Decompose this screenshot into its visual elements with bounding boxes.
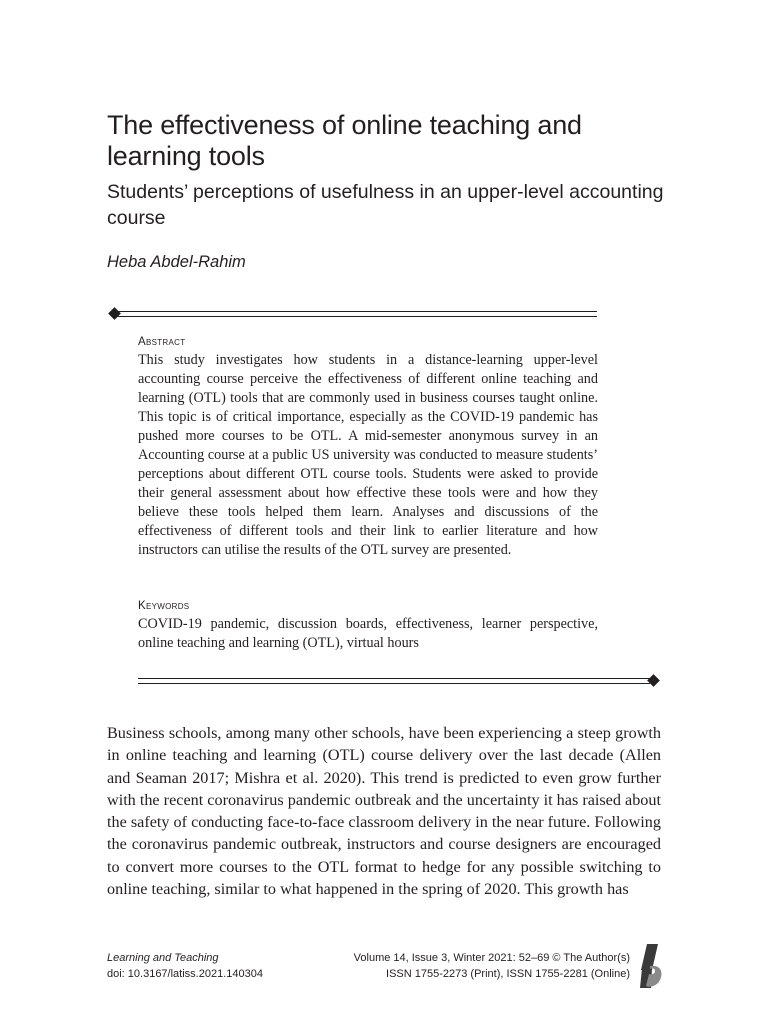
berghahn-b-logo-icon	[638, 944, 664, 988]
issn-line: ISSN 1755-2273 (Print), ISSN 1755-2281 (Online)	[386, 968, 630, 980]
abstract-label: Abstract	[138, 336, 186, 348]
keywords-label: Keywords	[138, 600, 190, 612]
body-paragraph: Business schools, among many other schools, have been experiencing a steep growth in online teaching and learning (OTL) course delivery over the last decade (Allen and Seaman 2017; Mishra et al. 2020). This trend is predicted to even grow further with the recent coronavirus pandemic outbreak and the uncertainty it has raised about the safety of conducting face-to-face classroom delivery in the near future. Following the coronavirus pandemic outbreak, instructors and course designers are encouraged to convert more courses to the OTL format to hedge for any possible switching to online teaching, similar to what happened in the spring of 2020. This growth has	[107, 724, 661, 899]
article-subtitle: Students’ perceptions of usefulness in an upper-level accounting course	[107, 181, 664, 229]
volume-line: Volume 14, Issue 3, Winter 2021: 52–69 © The Author(s)	[353, 952, 630, 964]
article-title: The effectiveness of online teaching and learning tools	[107, 110, 582, 171]
keywords-section	[138, 598, 598, 653]
keywords-text: COVID-19 pandemic, discussion boards, effectiveness, learner perspective, online teaching and learning (OTL), virtual hours	[138, 616, 598, 651]
author-name: Heba Abdel-Rahim	[107, 253, 246, 271]
bottom-double-rule	[138, 678, 650, 684]
doi-text: doi: 10.3167/latiss.2021.140304	[107, 968, 263, 980]
abstract-section	[138, 334, 598, 560]
divider-diamond-icon	[647, 674, 660, 687]
journal-name: Learning and Teaching	[107, 952, 219, 964]
footer-right	[354, 950, 630, 982]
top-double-rule	[117, 311, 597, 317]
abstract-text: This study investigates how students in a distance-learning upper-level accounting course perceive the effectiveness of different online teaching and learning (OTL) tools that are commonly used in business courses taught online. This topic is of critical importance, especially as the COVID-19 pandemic has pushed more courses to be OTL. A mid-semester anonymous survey in an Accounting course at a public US university was conducted to measure students’ perceptions about different OTL course tools. Students were asked to provide their general assessment about how effective these tools were and how they believe these tools helped them learn. Analyses and discussions of the effectiveness of different tools and their link to earlier literature and how instructors can utilise the results of the OTL survey are presented.	[138, 352, 598, 558]
footer-left	[107, 950, 263, 982]
